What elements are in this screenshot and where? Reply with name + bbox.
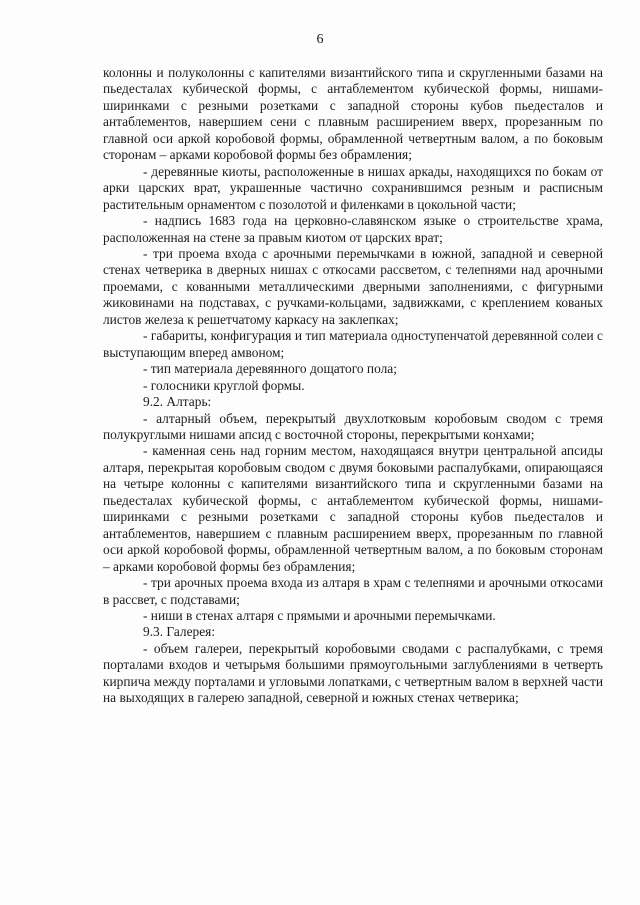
paragraph-3: - надпись 1683 года на церковно-славянском языке о строительстве храма, расположенная на стене за правым киотом от царских врат; [103, 213, 603, 245]
document-body [103, 65, 603, 707]
paragraph-12: - ниши в стенах алтаря с прямыми и арочными перемычками. [143, 607, 496, 623]
section-heading-altar: 9.2. Алтарь: [143, 394, 212, 410]
paragraph-14: - объем галереи, перекрытый коробовыми сводами с распалубками, с тремя порталами входов и четырьмя большими прямоугольными заглублениями в четверть кирпича между порталами и угловыми лопатками, с четвертным валом в верхней части на выходящих в галерею западной, северной и южных стенах четверика; [103, 640, 603, 706]
paragraph-11: - три арочных проема входа из алтаря в храм с телепнями и арочными откосами в рассвет, с подставами; [103, 575, 603, 607]
paragraph-6: - тип материала деревянного дощатого пола; [143, 361, 397, 377]
paragraph-5: - габариты, конфигурация и тип материала одноступенчатой деревянной солеи с выступающим вперед амвоном; [103, 328, 603, 360]
paragraph-10: - каменная сень над горним местом, находящаяся внутри центральной апсиды алтаря, перекрытая коробовым сводом с двумя боковыми распалубками, опирающаяся на четыре колонны с капителями византийского типа и скругленными базами на пьедесталах кубической формы, с антаблементом кубической формы, нишами-ширинками с резными розетками с западной стороны кубов пьедесталов и антаблементов, навершием с плавным расширением вверх, прорезанным по главной оси аркой коробовой формы, обрамленной четвертным валом, а по боковым сторонам – арками коробовой формы без обрамления; [103, 443, 603, 574]
paragraph-2: - деревянные киоты, расположенные в нишах аркады, находящихся по бокам от арки царских врат, украшенные частично сохранившимся резным и расписным растительным орнаментом с позолотой и филенками в цокольной части; [103, 163, 603, 212]
paragraph-7: - голосники круглой формы. [143, 377, 305, 393]
section-heading-gallery: 9.3. Галерея: [143, 624, 216, 640]
paragraph-1: колонны и полуколонны с капителями византийского типа и скругленными базами на пьедесталах кубической формы, с антаблементом кубической формы, нишами-ширинками с резными розетками с западной стороны кубов пьедесталов и антаблементов, навершием сени с плавным расширением вверх, прорезанным по главной оси аркой коробовой формы, обрамленной четвертным валом, а по боковым сторонам – арками коробовой формы без обрамления; [103, 65, 603, 163]
paragraph-4: - три проема входа с арочными перемычками в южной, западной и северной стенах четверика в дверных нишах с откосами рассветом, с телепнями над арочными проемами, с кованными металлическими дверными заполнениями, с фигурными жиковинами на подставах, с ручками-кольцами, задвижками, с креплением кованых листов железа к решетчатому каркасу на заклепках; [103, 245, 603, 327]
page-number: 6 [316, 32, 324, 47]
paragraph-9: - алтарный объем, перекрытый двухлотковым коробовым сводом с тремя полукруглыми нишами апсид с восточной стороны, перекрытыми конхами; [103, 410, 603, 442]
